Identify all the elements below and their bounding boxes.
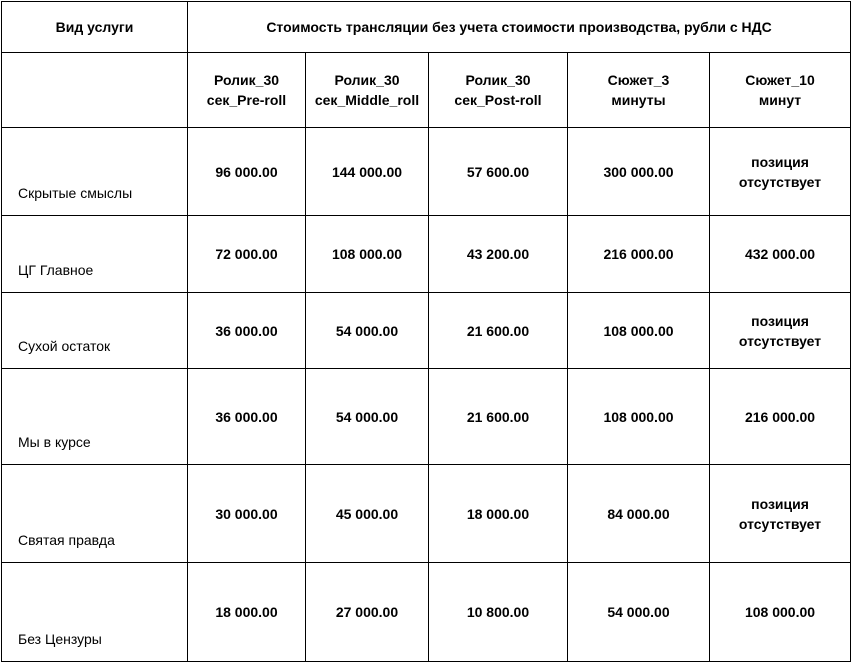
service-type-header: Вид услуги: [2, 2, 188, 53]
service-name: Без Цензуры: [2, 563, 188, 662]
price-cell: 18 000.00: [429, 465, 568, 563]
price-cell: 108 000.00: [568, 369, 710, 465]
price-cell-unavailable: позиция отсутствует: [710, 293, 851, 369]
column-header-preroll: Ролик_30 сек_Pre-roll: [188, 53, 306, 128]
price-cell: 21 600.00: [429, 293, 568, 369]
price-cell: 84 000.00: [568, 465, 710, 563]
price-cell: 432 000.00: [710, 216, 851, 293]
price-cell: 21 600.00: [429, 369, 568, 465]
header-row: [2, 2, 851, 53]
service-name: Сухой остаток: [2, 293, 188, 369]
service-name: Святая правда: [2, 465, 188, 563]
table-row: [2, 369, 851, 465]
price-cell: 30 000.00: [188, 465, 306, 563]
table-row: [2, 216, 851, 293]
service-name: Скрытые смыслы: [2, 128, 188, 216]
table-row: [2, 465, 851, 563]
column-header-middleroll: Ролик_30 сек_Middle_roll: [306, 53, 429, 128]
price-cell: 10 800.00: [429, 563, 568, 662]
column-header-story-3min: Сюжет_3 минуты: [568, 53, 710, 128]
service-name: ЦГ Главное: [2, 216, 188, 293]
price-cell: 57 600.00: [429, 128, 568, 216]
price-table: [1, 1, 851, 662]
subheader-row: [2, 53, 851, 128]
price-cell: 72 000.00: [188, 216, 306, 293]
price-cell: 108 000.00: [710, 563, 851, 662]
table-row: [2, 563, 851, 662]
price-cell: 54 000.00: [306, 369, 429, 465]
cost-header: Стоимость трансляции без учета стоимости производства, рубли с НДС: [188, 2, 851, 53]
table-row: [2, 128, 851, 216]
price-cell: 216 000.00: [710, 369, 851, 465]
price-cell: 36 000.00: [188, 293, 306, 369]
price-cell: 27 000.00: [306, 563, 429, 662]
price-cell: 43 200.00: [429, 216, 568, 293]
price-cell-unavailable: позиция отсутствует: [710, 465, 851, 563]
column-header-postroll: Ролик_30 сек_Post-roll: [429, 53, 568, 128]
price-cell: 96 000.00: [188, 128, 306, 216]
price-cell: 54 000.00: [568, 563, 710, 662]
price-cell: 108 000.00: [568, 293, 710, 369]
price-cell: 18 000.00: [188, 563, 306, 662]
price-cell: 45 000.00: [306, 465, 429, 563]
price-cell: 54 000.00: [306, 293, 429, 369]
column-header-story-10min: Сюжет_10 минут: [710, 53, 851, 128]
price-cell: 108 000.00: [306, 216, 429, 293]
price-cell: 144 000.00: [306, 128, 429, 216]
table-row: [2, 293, 851, 369]
price-cell: 36 000.00: [188, 369, 306, 465]
price-cell: 300 000.00: [568, 128, 710, 216]
price-cell-unavailable: позиция отсутствует: [710, 128, 851, 216]
price-cell: 216 000.00: [568, 216, 710, 293]
empty-header-cell: [2, 53, 188, 128]
service-name: Мы в курсе: [2, 369, 188, 465]
